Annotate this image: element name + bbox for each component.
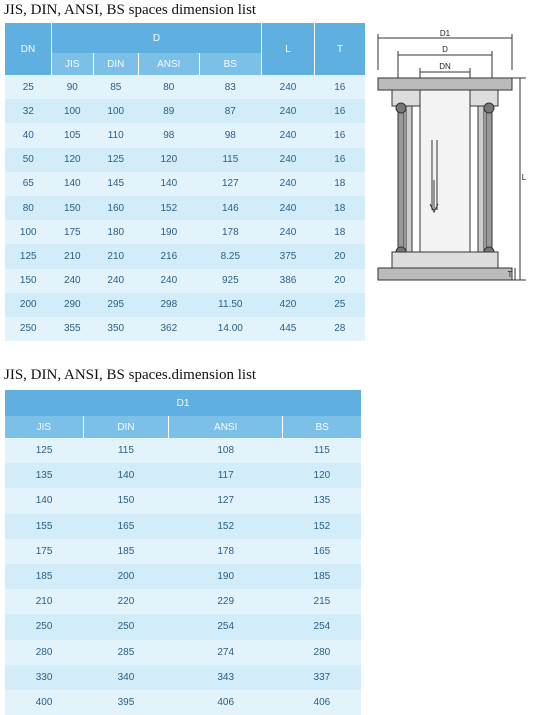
dimension-table-1 [5, 23, 365, 341]
table-row [5, 665, 361, 690]
cell-bs: 127 [199, 172, 261, 196]
cell-bs: 152 [283, 514, 361, 539]
cell-jis: 100 [52, 99, 94, 123]
header-dn: DN [5, 23, 52, 75]
cell-ansi: 152 [169, 514, 283, 539]
cell-dn: 80 [5, 196, 52, 220]
cell-din: 340 [83, 665, 168, 690]
table-row [5, 488, 361, 513]
cell-bs: 14.00 [199, 317, 261, 341]
cell-l: 240 [262, 99, 315, 123]
cell-jis: 210 [5, 589, 83, 614]
cell-din: 140 [83, 463, 168, 488]
cell-dn: 200 [5, 293, 52, 317]
cell-t: 18 [315, 196, 366, 220]
cell-l: 386 [262, 269, 315, 293]
cell-jis: 330 [5, 665, 83, 690]
label-d: D [442, 45, 448, 54]
cell-jis: 175 [52, 220, 94, 244]
table-row [5, 196, 365, 220]
cell-din: 145 [93, 172, 138, 196]
cell-bs: 120 [283, 463, 361, 488]
cell-din: 220 [83, 589, 168, 614]
cell-t: 25 [315, 293, 366, 317]
table-row [5, 123, 365, 147]
table-row [5, 317, 365, 341]
cell-bs: 337 [283, 665, 361, 690]
cell-jis: 250 [5, 614, 83, 639]
header-bs: BS [283, 416, 361, 438]
header-d: D [52, 23, 262, 53]
cell-ansi: 240 [138, 269, 199, 293]
cell-din: 85 [93, 75, 138, 99]
cell-din: 285 [83, 640, 168, 665]
cell-bs: 83 [199, 75, 261, 99]
table-row [5, 514, 361, 539]
cell-l: 240 [262, 123, 315, 147]
table-row [5, 75, 365, 99]
table-row [5, 172, 365, 196]
table-row [5, 690, 361, 715]
cell-l: 420 [262, 293, 315, 317]
label-l: L [521, 173, 527, 182]
cell-dn: 25 [5, 75, 52, 99]
cell-t: 16 [315, 75, 366, 99]
cell-ansi: 80 [138, 75, 199, 99]
cell-l: 240 [262, 75, 315, 99]
cell-bs: 254 [283, 614, 361, 639]
cell-ansi: 152 [138, 196, 199, 220]
cell-t: 18 [315, 172, 366, 196]
table-row [5, 614, 361, 639]
cell-bs: 280 [283, 640, 361, 665]
cell-jis: 155 [5, 514, 83, 539]
cell-din: 240 [93, 269, 138, 293]
cell-jis: 140 [52, 172, 94, 196]
cell-bs: 165 [283, 539, 361, 564]
cell-jis: 240 [52, 269, 94, 293]
cell-bs: 146 [199, 196, 261, 220]
cell-dn: 100 [5, 220, 52, 244]
header-ansi: ANSI [169, 416, 283, 438]
cell-ansi: 108 [169, 438, 283, 463]
table-row [5, 438, 361, 463]
cell-l: 445 [262, 317, 315, 341]
header-ansi: ANSI [138, 53, 199, 75]
header-bs: BS [199, 53, 261, 75]
cell-jis: 90 [52, 75, 94, 99]
cell-bs: 87 [199, 99, 261, 123]
cell-t: 20 [315, 244, 366, 268]
cell-jis: 135 [5, 463, 83, 488]
table-row [5, 99, 365, 123]
cell-din: 160 [93, 196, 138, 220]
table-row [5, 269, 365, 293]
cell-bs: 98 [199, 123, 261, 147]
cell-l: 240 [262, 172, 315, 196]
table-row [5, 220, 365, 244]
table2-title: JIS, DIN, ANSI, BS spaces.dimension list [4, 367, 257, 383]
cell-bs: 115 [199, 148, 261, 172]
cell-din: 115 [83, 438, 168, 463]
cell-dn: 150 [5, 269, 52, 293]
table-row [5, 244, 365, 268]
cell-t: 16 [315, 99, 366, 123]
dimension-table-2 [5, 390, 361, 715]
cell-din: 250 [83, 614, 168, 639]
cell-dn: 50 [5, 148, 52, 172]
cell-ansi: 274 [169, 640, 283, 665]
cell-din: 210 [93, 244, 138, 268]
cell-din: 185 [83, 539, 168, 564]
table-row [5, 640, 361, 665]
table-row [5, 539, 361, 564]
cell-din: 350 [93, 317, 138, 341]
cell-ansi: 406 [169, 690, 283, 715]
header-l: L [262, 23, 315, 75]
cell-l: 240 [262, 220, 315, 244]
cell-dn: 40 [5, 123, 52, 147]
cell-jis: 185 [5, 564, 83, 589]
cell-dn: 125 [5, 244, 52, 268]
cell-jis: 175 [5, 539, 83, 564]
cell-l: 240 [262, 196, 315, 220]
cell-dn: 65 [5, 172, 52, 196]
cell-ansi: 343 [169, 665, 283, 690]
cell-t: 16 [315, 123, 366, 147]
cell-jis: 355 [52, 317, 94, 341]
header-jis: JIS [52, 53, 94, 75]
cell-jis: 105 [52, 123, 94, 147]
cell-ansi: 178 [169, 539, 283, 564]
cell-din: 110 [93, 123, 138, 147]
cell-ansi: 229 [169, 589, 283, 614]
cell-jis: 210 [52, 244, 94, 268]
header-din: DIN [83, 416, 168, 438]
cell-jis: 125 [5, 438, 83, 463]
cell-t: 16 [315, 148, 366, 172]
label-t: T [507, 270, 513, 279]
cell-bs: 925 [199, 269, 261, 293]
cell-ansi: 117 [169, 463, 283, 488]
sight-glass-drawing [370, 30, 530, 295]
table-row [5, 293, 365, 317]
table-row [5, 589, 361, 614]
table-row [5, 148, 365, 172]
cell-din: 295 [93, 293, 138, 317]
cell-jis: 400 [5, 690, 83, 715]
cell-ansi: 127 [169, 488, 283, 513]
cell-l: 375 [262, 244, 315, 268]
cell-bs: 178 [199, 220, 261, 244]
cell-ansi: 120 [138, 148, 199, 172]
cell-bs: 11.50 [199, 293, 261, 317]
cell-bs: 135 [283, 488, 361, 513]
cell-t: 18 [315, 220, 366, 244]
header-d1: D1 [5, 390, 361, 416]
cell-jis: 150 [52, 196, 94, 220]
cell-din: 150 [83, 488, 168, 513]
table-row [5, 564, 361, 589]
cell-jis: 280 [5, 640, 83, 665]
cell-din: 125 [93, 148, 138, 172]
cell-ansi: 140 [138, 172, 199, 196]
cell-din: 395 [83, 690, 168, 715]
header-din: DIN [93, 53, 138, 75]
cell-bs: 215 [283, 589, 361, 614]
cell-ansi: 89 [138, 99, 199, 123]
header-t: T [315, 23, 366, 75]
cell-ansi: 190 [169, 564, 283, 589]
cell-din: 165 [83, 514, 168, 539]
label-dn: DN [439, 62, 451, 71]
cell-dn: 32 [5, 99, 52, 123]
cell-ansi: 98 [138, 123, 199, 147]
cell-ansi: 216 [138, 244, 199, 268]
cell-din: 180 [93, 220, 138, 244]
cell-din: 200 [83, 564, 168, 589]
cell-ansi: 298 [138, 293, 199, 317]
cell-din: 100 [93, 99, 138, 123]
cell-l: 240 [262, 148, 315, 172]
cell-t: 28 [315, 317, 366, 341]
cell-ansi: 362 [138, 317, 199, 341]
table1-title: JIS, DIN, ANSI, BS spaces dimension list [4, 2, 257, 18]
cell-jis: 290 [52, 293, 94, 317]
cell-bs: 406 [283, 690, 361, 715]
cell-bs: 8.25 [199, 244, 261, 268]
cell-jis: 140 [5, 488, 83, 513]
cell-bs: 115 [283, 438, 361, 463]
table-row [5, 463, 361, 488]
cell-ansi: 254 [169, 614, 283, 639]
cell-jis: 120 [52, 148, 94, 172]
cell-t: 20 [315, 269, 366, 293]
label-d1: D1 [439, 30, 451, 38]
header-jis: JIS [5, 416, 83, 438]
cell-dn: 250 [5, 317, 52, 341]
cell-ansi: 190 [138, 220, 199, 244]
cell-bs: 185 [283, 564, 361, 589]
